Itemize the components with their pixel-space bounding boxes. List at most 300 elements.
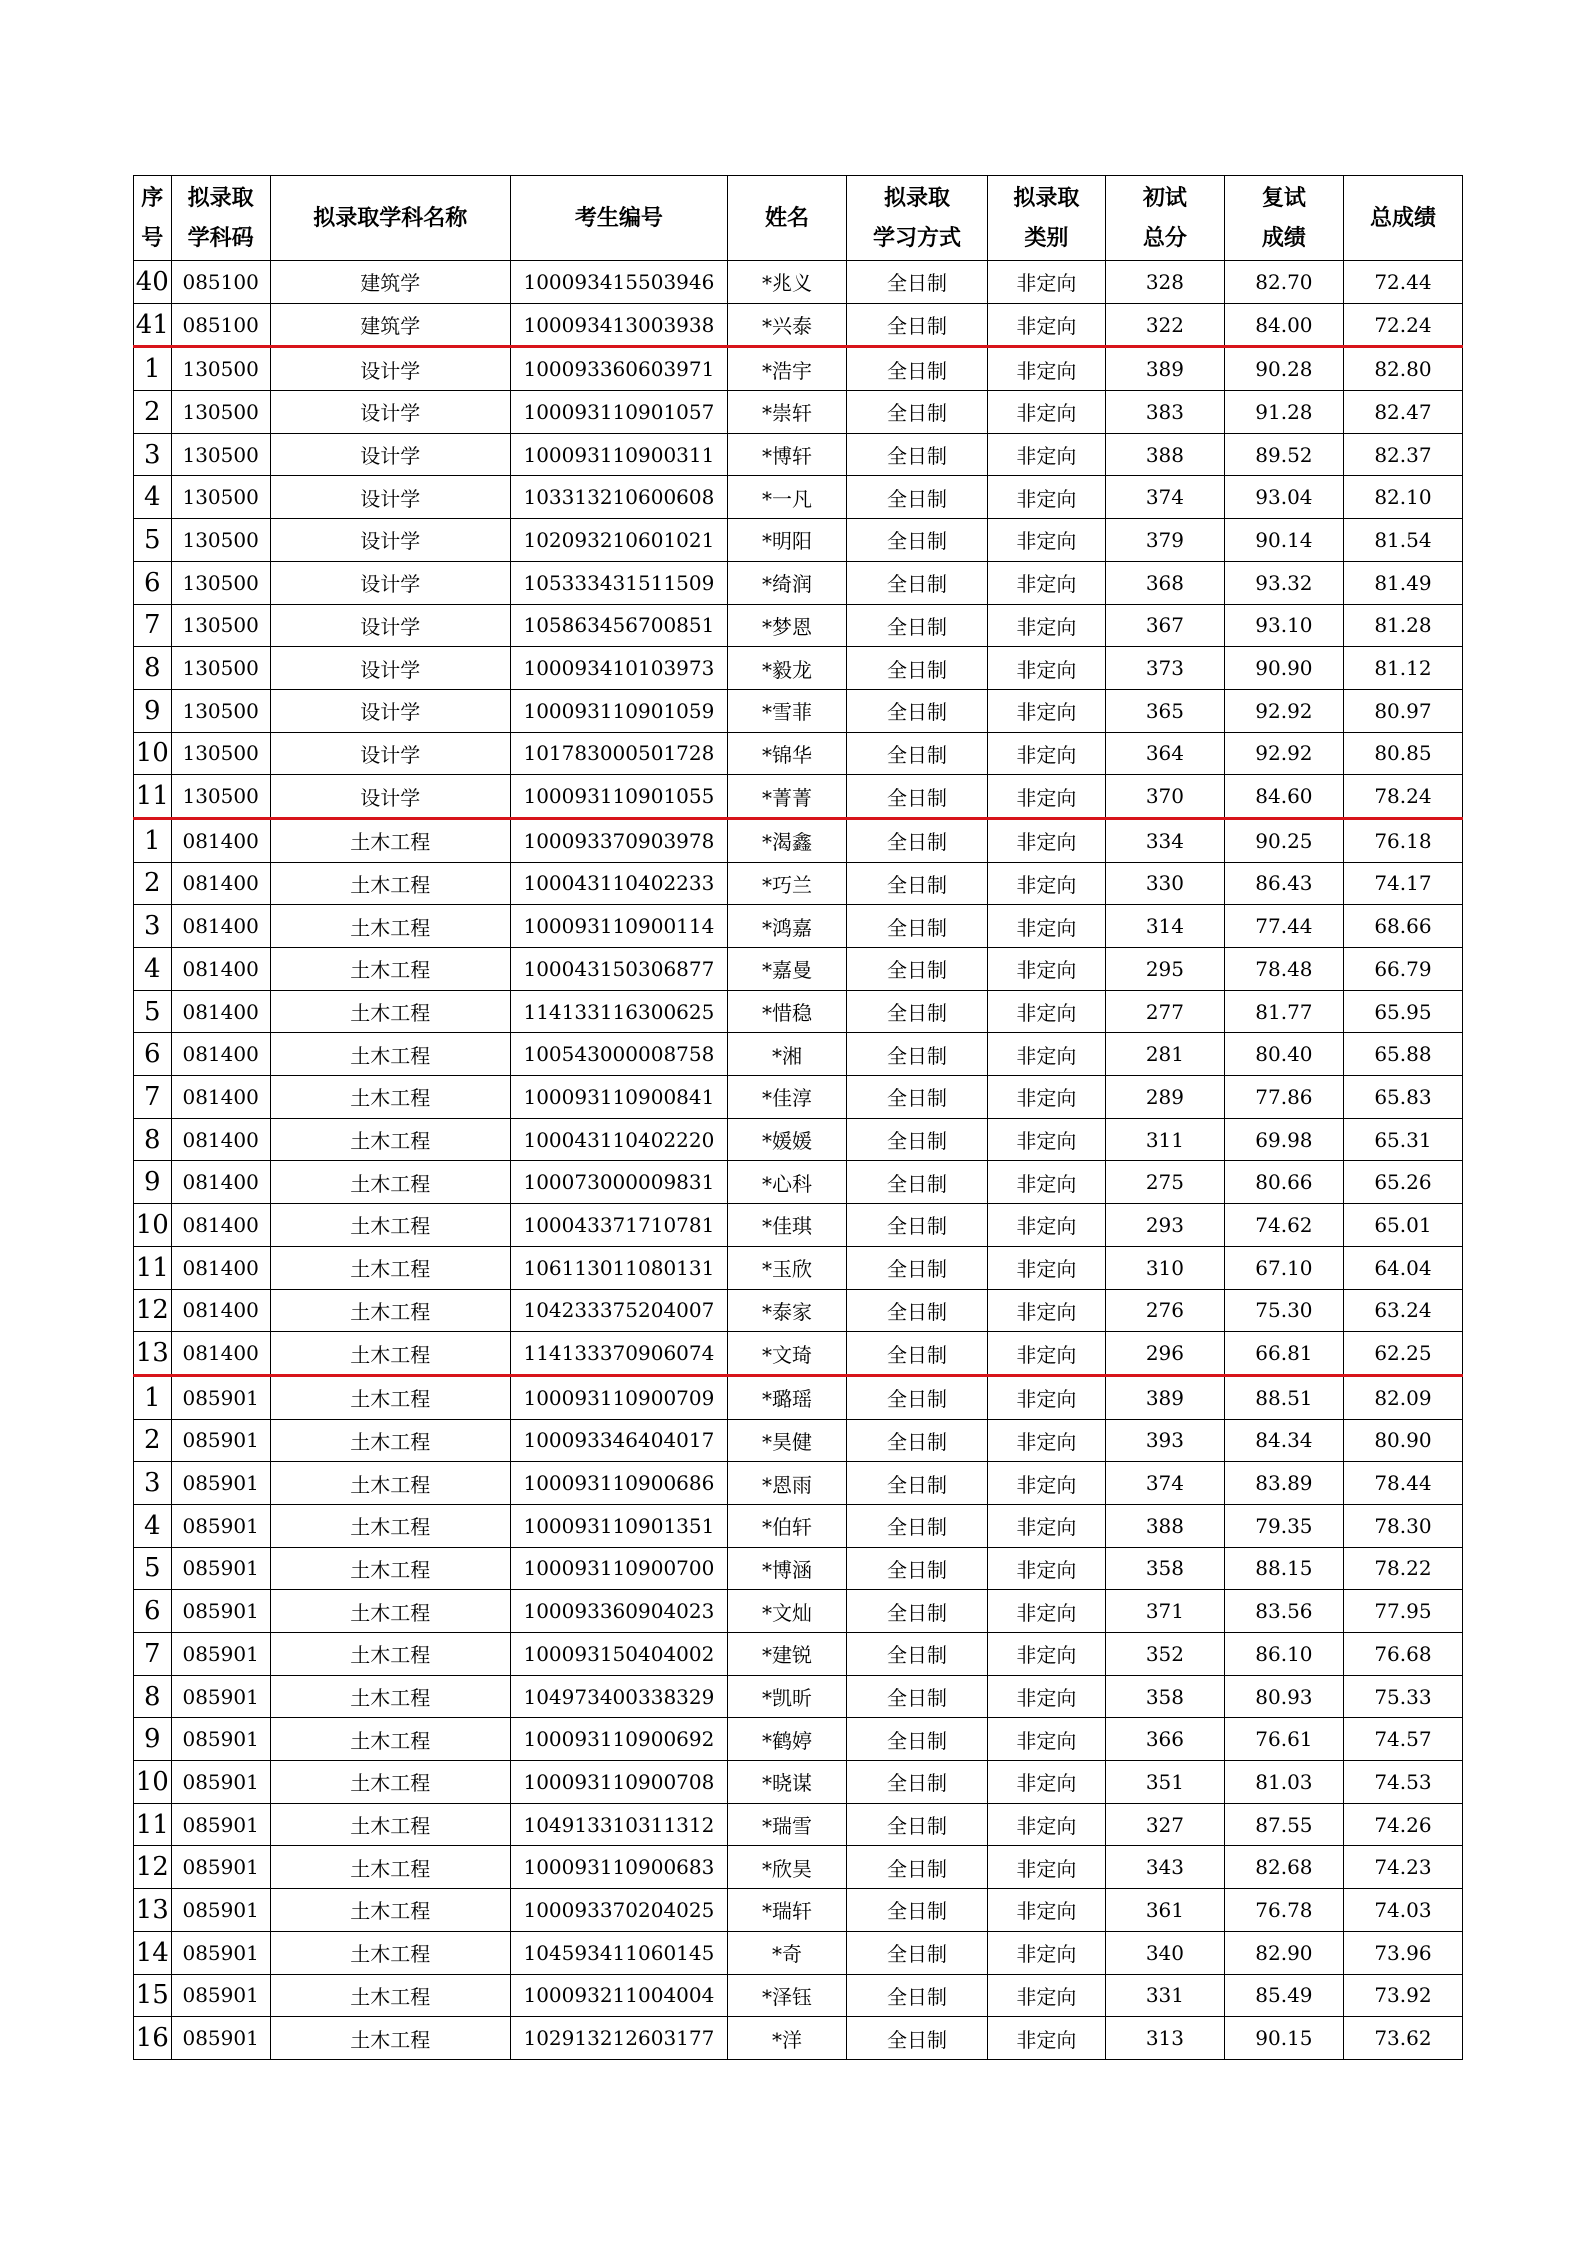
cell-name: *璐瑶 <box>728 1375 847 1419</box>
cell-seq: 10 <box>134 1204 172 1247</box>
cell-subject-code: 130500 <box>171 561 270 604</box>
cell-seq: 4 <box>134 1504 172 1547</box>
cell-seq: 9 <box>134 689 172 732</box>
cell-subject-name: 土木工程 <box>270 1118 510 1161</box>
cell-initial-total: 370 <box>1105 775 1224 819</box>
header-row <box>134 176 1463 261</box>
cell-candidate-id: 100093110900311 <box>510 433 727 476</box>
cell-candidate-id: 105333431511509 <box>510 561 727 604</box>
cell-seq: 13 <box>134 1889 172 1932</box>
cell-study-mode: 全日制 <box>847 1289 988 1332</box>
cell-subject-name: 土木工程 <box>270 1462 510 1505</box>
cell-initial-total: 310 <box>1105 1246 1224 1289</box>
cell-seq: 15 <box>134 1974 172 2017</box>
cell-seq: 40 <box>134 261 172 304</box>
cell-retest-score: 80.66 <box>1224 1161 1343 1204</box>
cell-subject-name: 设计学 <box>270 647 510 690</box>
cell-name: *瑞轩 <box>728 1889 847 1932</box>
cell-retest-score: 86.10 <box>1224 1633 1343 1676</box>
cell-retest-score: 77.86 <box>1224 1076 1343 1119</box>
table-row <box>134 1633 1463 1676</box>
cell-name: *凯昕 <box>728 1675 847 1718</box>
cell-category: 非定向 <box>987 905 1105 948</box>
cell-seq: 2 <box>134 391 172 434</box>
cell-initial-total: 352 <box>1105 1633 1224 1676</box>
table-row <box>134 775 1463 819</box>
header-line: 姓名 <box>764 205 809 231</box>
cell-initial-total: 330 <box>1105 862 1224 905</box>
cell-study-mode: 全日制 <box>847 261 988 304</box>
cell-retest-score: 74.62 <box>1224 1204 1343 1247</box>
cell-study-mode: 全日制 <box>847 1633 988 1676</box>
header-study-mode <box>847 176 988 261</box>
table-row <box>134 647 1463 690</box>
cell-retest-score: 89.52 <box>1224 433 1343 476</box>
cell-seq: 4 <box>134 476 172 519</box>
cell-seq: 11 <box>134 775 172 819</box>
header-line: 考生编号 <box>574 205 663 231</box>
cell-subject-name: 土木工程 <box>270 1761 510 1804</box>
cell-retest-score: 84.34 <box>1224 1419 1343 1462</box>
cell-candidate-id: 100043110402233 <box>510 862 727 905</box>
cell-candidate-id: 100043150306877 <box>510 948 727 991</box>
cell-subject-code: 081400 <box>171 1289 270 1332</box>
cell-subject-name: 设计学 <box>270 604 510 647</box>
cell-subject-code: 130500 <box>171 433 270 476</box>
cell-initial-total: 374 <box>1105 1462 1224 1505</box>
cell-candidate-id: 100093110900709 <box>510 1375 727 1419</box>
table-row <box>134 1462 1463 1505</box>
cell-category: 非定向 <box>987 519 1105 562</box>
cell-subject-code: 085901 <box>171 1761 270 1804</box>
cell-name: *洋 <box>728 2017 847 2060</box>
table-row <box>134 433 1463 476</box>
cell-retest-score: 66.81 <box>1224 1332 1343 1376</box>
cell-initial-total: 367 <box>1105 604 1224 647</box>
cell-seq: 5 <box>134 519 172 562</box>
cell-study-mode: 全日制 <box>847 732 988 775</box>
cell-category: 非定向 <box>987 1761 1105 1804</box>
cell-name: *泽钰 <box>728 1974 847 2017</box>
cell-total-score: 63.24 <box>1343 1289 1462 1332</box>
cell-subject-name: 土木工程 <box>270 1675 510 1718</box>
cell-subject-name: 土木工程 <box>270 1033 510 1076</box>
cell-subject-code: 081400 <box>171 948 270 991</box>
cell-subject-name: 设计学 <box>270 561 510 604</box>
cell-seq: 6 <box>134 561 172 604</box>
cell-name: *巧兰 <box>728 862 847 905</box>
cell-total-score: 81.28 <box>1343 604 1462 647</box>
cell-subject-code: 081400 <box>171 1033 270 1076</box>
cell-name: *佳琪 <box>728 1204 847 1247</box>
table-row <box>134 1246 1463 1289</box>
cell-initial-total: 343 <box>1105 1846 1224 1889</box>
cell-initial-total: 358 <box>1105 1675 1224 1718</box>
cell-candidate-id: 100043110402220 <box>510 1118 727 1161</box>
cell-seq: 11 <box>134 1803 172 1846</box>
cell-total-score: 65.31 <box>1343 1118 1462 1161</box>
cell-seq: 5 <box>134 990 172 1033</box>
cell-category: 非定向 <box>987 303 1105 347</box>
cell-name: *浩宇 <box>728 347 847 391</box>
cell-name: *恩雨 <box>728 1462 847 1505</box>
cell-name: *昊健 <box>728 1419 847 1462</box>
cell-study-mode: 全日制 <box>847 1504 988 1547</box>
header-line: 拟录取 <box>187 185 254 211</box>
table-row <box>134 1931 1463 1974</box>
table-row <box>134 1504 1463 1547</box>
cell-initial-total: 275 <box>1105 1161 1224 1204</box>
cell-study-mode: 全日制 <box>847 1332 988 1376</box>
cell-subject-name: 土木工程 <box>270 1590 510 1633</box>
cell-retest-score: 77.44 <box>1224 905 1343 948</box>
cell-category: 非定向 <box>987 818 1105 862</box>
table-row <box>134 519 1463 562</box>
cell-category: 非定向 <box>987 1033 1105 1076</box>
cell-total-score: 74.17 <box>1343 862 1462 905</box>
cell-category: 非定向 <box>987 1332 1105 1376</box>
cell-candidate-id: 101783000501728 <box>510 732 727 775</box>
cell-seq: 16 <box>134 2017 172 2060</box>
cell-candidate-id: 100093110900114 <box>510 905 727 948</box>
cell-initial-total: 276 <box>1105 1289 1224 1332</box>
cell-seq: 3 <box>134 433 172 476</box>
header-line: 成绩 <box>1261 225 1306 251</box>
header-line: 复试 <box>1261 185 1306 211</box>
cell-subject-code: 081400 <box>171 990 270 1033</box>
table-row <box>134 1761 1463 1804</box>
cell-study-mode: 全日制 <box>847 1161 988 1204</box>
cell-name: *文琦 <box>728 1332 847 1376</box>
cell-candidate-id: 100093110900841 <box>510 1076 727 1119</box>
table-row <box>134 818 1463 862</box>
cell-initial-total: 327 <box>1105 1803 1224 1846</box>
cell-retest-score: 81.77 <box>1224 990 1343 1033</box>
header-line: 号 <box>141 225 164 251</box>
cell-study-mode: 全日制 <box>847 689 988 732</box>
cell-subject-code: 081400 <box>171 818 270 862</box>
cell-total-score: 74.57 <box>1343 1718 1462 1761</box>
cell-category: 非定向 <box>987 433 1105 476</box>
cell-subject-name: 土木工程 <box>270 948 510 991</box>
cell-category: 非定向 <box>987 604 1105 647</box>
cell-study-mode: 全日制 <box>847 1076 988 1119</box>
header-line: 初试 <box>1142 185 1187 211</box>
cell-initial-total: 328 <box>1105 261 1224 304</box>
cell-initial-total: 371 <box>1105 1590 1224 1633</box>
cell-subject-name: 土木工程 <box>270 1633 510 1676</box>
cell-study-mode: 全日制 <box>847 1118 988 1161</box>
cell-category: 非定向 <box>987 862 1105 905</box>
cell-subject-name: 建筑学 <box>270 303 510 347</box>
cell-subject-code: 085901 <box>171 2017 270 2060</box>
cell-total-score: 65.88 <box>1343 1033 1462 1076</box>
cell-name: *渴鑫 <box>728 818 847 862</box>
cell-seq: 12 <box>134 1289 172 1332</box>
cell-total-score: 78.44 <box>1343 1462 1462 1505</box>
cell-initial-total: 340 <box>1105 1931 1224 1974</box>
table-row <box>134 561 1463 604</box>
cell-initial-total: 361 <box>1105 1889 1224 1932</box>
cell-name: *明阳 <box>728 519 847 562</box>
cell-name: *媛媛 <box>728 1118 847 1161</box>
cell-initial-total: 293 <box>1105 1204 1224 1247</box>
cell-total-score: 74.26 <box>1343 1803 1462 1846</box>
cell-candidate-id: 100093110900683 <box>510 1846 727 1889</box>
cell-subject-name: 土木工程 <box>270 1246 510 1289</box>
cell-name: *惜稳 <box>728 990 847 1033</box>
cell-retest-score: 81.03 <box>1224 1761 1343 1804</box>
cell-candidate-id: 100093110900692 <box>510 1718 727 1761</box>
table-row <box>134 1419 1463 1462</box>
cell-seq: 8 <box>134 1675 172 1718</box>
cell-name: *锦华 <box>728 732 847 775</box>
table-row <box>134 1033 1463 1076</box>
cell-category: 非定向 <box>987 347 1105 391</box>
cell-candidate-id: 100543000008758 <box>510 1033 727 1076</box>
cell-study-mode: 全日制 <box>847 862 988 905</box>
table-row <box>134 1803 1463 1846</box>
cell-retest-score: 90.14 <box>1224 519 1343 562</box>
cell-total-score: 78.30 <box>1343 1504 1462 1547</box>
cell-candidate-id: 104233375204007 <box>510 1289 727 1332</box>
cell-retest-score: 90.15 <box>1224 2017 1343 2060</box>
cell-retest-score: 82.68 <box>1224 1846 1343 1889</box>
cell-initial-total: 295 <box>1105 948 1224 991</box>
cell-category: 非定向 <box>987 1718 1105 1761</box>
cell-total-score: 77.95 <box>1343 1590 1462 1633</box>
cell-candidate-id: 100093346404017 <box>510 1419 727 1462</box>
cell-subject-name: 设计学 <box>270 476 510 519</box>
cell-study-mode: 全日制 <box>847 1974 988 2017</box>
cell-subject-code: 081400 <box>171 1161 270 1204</box>
cell-initial-total: 334 <box>1105 818 1224 862</box>
cell-candidate-id: 100093110901055 <box>510 775 727 819</box>
table-row <box>134 862 1463 905</box>
table-row <box>134 476 1463 519</box>
cell-initial-total: 311 <box>1105 1118 1224 1161</box>
cell-total-score: 72.24 <box>1343 303 1462 347</box>
cell-candidate-id: 100093370204025 <box>510 1889 727 1932</box>
cell-total-score: 74.03 <box>1343 1889 1462 1932</box>
header-line: 学习方式 <box>872 225 961 251</box>
cell-category: 非定向 <box>987 476 1105 519</box>
cell-name: *梦恩 <box>728 604 847 647</box>
cell-total-score: 81.49 <box>1343 561 1462 604</box>
cell-category: 非定向 <box>987 990 1105 1033</box>
cell-retest-score: 90.90 <box>1224 647 1343 690</box>
table-row <box>134 1161 1463 1204</box>
cell-subject-name: 土木工程 <box>270 1974 510 2017</box>
header-line: 拟录取 <box>883 185 950 211</box>
cell-candidate-id: 104973400338329 <box>510 1675 727 1718</box>
header-line: 拟录取学科名称 <box>313 205 468 231</box>
table-header <box>134 176 1463 261</box>
cell-initial-total: 393 <box>1105 1419 1224 1462</box>
table-row <box>134 732 1463 775</box>
table-row <box>134 604 1463 647</box>
cell-candidate-id: 100093150404002 <box>510 1633 727 1676</box>
cell-total-score: 74.53 <box>1343 1761 1462 1804</box>
cell-category: 非定向 <box>987 261 1105 304</box>
cell-seq: 10 <box>134 732 172 775</box>
cell-total-score: 76.68 <box>1343 1633 1462 1676</box>
cell-category: 非定向 <box>987 1076 1105 1119</box>
cell-subject-code: 085901 <box>171 1803 270 1846</box>
table-row <box>134 2017 1463 2060</box>
cell-seq: 14 <box>134 1931 172 1974</box>
cell-category: 非定向 <box>987 1846 1105 1889</box>
cell-seq: 8 <box>134 647 172 690</box>
cell-subject-name: 土木工程 <box>270 1846 510 1889</box>
cell-retest-score: 82.90 <box>1224 1931 1343 1974</box>
cell-category: 非定向 <box>987 775 1105 819</box>
cell-category: 非定向 <box>987 1931 1105 1974</box>
header-total-score <box>1343 176 1462 261</box>
cell-category: 非定向 <box>987 1803 1105 1846</box>
cell-name: *湘 <box>728 1033 847 1076</box>
cell-retest-score: 83.56 <box>1224 1590 1343 1633</box>
cell-subject-code: 081400 <box>171 1118 270 1161</box>
cell-total-score: 73.62 <box>1343 2017 1462 2060</box>
cell-initial-total: 368 <box>1105 561 1224 604</box>
table-row <box>134 689 1463 732</box>
cell-retest-score: 80.40 <box>1224 1033 1343 1076</box>
cell-seq: 3 <box>134 905 172 948</box>
cell-retest-score: 86.43 <box>1224 862 1343 905</box>
cell-retest-score: 93.10 <box>1224 604 1343 647</box>
cell-initial-total: 281 <box>1105 1033 1224 1076</box>
cell-subject-code: 085901 <box>171 1375 270 1419</box>
cell-name: *泰家 <box>728 1289 847 1332</box>
cell-study-mode: 全日制 <box>847 1590 988 1633</box>
cell-total-score: 82.37 <box>1343 433 1462 476</box>
cell-category: 非定向 <box>987 1974 1105 2017</box>
cell-initial-total: 383 <box>1105 391 1224 434</box>
cell-seq: 2 <box>134 862 172 905</box>
cell-category: 非定向 <box>987 1675 1105 1718</box>
cell-retest-score: 84.00 <box>1224 303 1343 347</box>
cell-total-score: 75.33 <box>1343 1675 1462 1718</box>
cell-name: *菁菁 <box>728 775 847 819</box>
cell-total-score: 80.85 <box>1343 732 1462 775</box>
cell-seq: 11 <box>134 1246 172 1289</box>
cell-total-score: 82.47 <box>1343 391 1462 434</box>
cell-initial-total: 388 <box>1105 433 1224 476</box>
cell-seq: 12 <box>134 1846 172 1889</box>
cell-study-mode: 全日制 <box>847 1675 988 1718</box>
table-row <box>134 1076 1463 1119</box>
cell-study-mode: 全日制 <box>847 519 988 562</box>
cell-study-mode: 全日制 <box>847 1803 988 1846</box>
cell-candidate-id: 100043371710781 <box>510 1204 727 1247</box>
cell-subject-name: 设计学 <box>270 391 510 434</box>
cell-seq: 1 <box>134 347 172 391</box>
cell-subject-name: 土木工程 <box>270 1204 510 1247</box>
cell-total-score: 66.79 <box>1343 948 1462 991</box>
cell-subject-code: 085901 <box>171 1718 270 1761</box>
cell-initial-total: 351 <box>1105 1761 1224 1804</box>
header-line: 学科码 <box>187 225 254 251</box>
cell-subject-name: 土木工程 <box>270 818 510 862</box>
cell-seq: 6 <box>134 1033 172 1076</box>
header-line: 序 <box>141 185 164 211</box>
cell-candidate-id: 106113011080131 <box>510 1246 727 1289</box>
cell-total-score: 62.25 <box>1343 1332 1462 1376</box>
cell-candidate-id: 100093413003938 <box>510 303 727 347</box>
cell-seq: 4 <box>134 948 172 991</box>
cell-total-score: 76.18 <box>1343 818 1462 862</box>
cell-category: 非定向 <box>987 1161 1105 1204</box>
cell-candidate-id: 100093110900708 <box>510 1761 727 1804</box>
header-candidate-id <box>510 176 727 261</box>
cell-subject-name: 设计学 <box>270 775 510 819</box>
cell-total-score: 68.66 <box>1343 905 1462 948</box>
cell-category: 非定向 <box>987 1419 1105 1462</box>
cell-candidate-id: 100093415503946 <box>510 261 727 304</box>
cell-retest-score: 75.30 <box>1224 1289 1343 1332</box>
cell-subject-name: 设计学 <box>270 433 510 476</box>
cell-study-mode: 全日制 <box>847 476 988 519</box>
cell-candidate-id: 104913310311312 <box>510 1803 727 1846</box>
cell-subject-code: 085901 <box>171 1419 270 1462</box>
cell-category: 非定向 <box>987 1375 1105 1419</box>
cell-study-mode: 全日制 <box>847 948 988 991</box>
cell-subject-code: 130500 <box>171 689 270 732</box>
cell-subject-name: 设计学 <box>270 347 510 391</box>
cell-study-mode: 全日制 <box>847 1547 988 1590</box>
cell-subject-code: 130500 <box>171 391 270 434</box>
cell-total-score: 72.44 <box>1343 261 1462 304</box>
cell-name: *玉欣 <box>728 1246 847 1289</box>
cell-total-score: 65.26 <box>1343 1161 1462 1204</box>
cell-initial-total: 364 <box>1105 732 1224 775</box>
cell-subject-code: 081400 <box>171 1204 270 1247</box>
cell-name: *博轩 <box>728 433 847 476</box>
cell-category: 非定向 <box>987 1462 1105 1505</box>
header-retest-score <box>1224 176 1343 261</box>
cell-retest-score: 79.35 <box>1224 1504 1343 1547</box>
cell-subject-code: 085901 <box>171 1462 270 1505</box>
table-row <box>134 1675 1463 1718</box>
cell-seq: 7 <box>134 1076 172 1119</box>
table-row <box>134 948 1463 991</box>
cell-total-score: 82.10 <box>1343 476 1462 519</box>
cell-subject-code: 085901 <box>171 1889 270 1932</box>
cell-retest-score: 88.15 <box>1224 1547 1343 1590</box>
cell-name: *佳淳 <box>728 1076 847 1119</box>
table-row <box>134 1375 1463 1419</box>
cell-subject-code: 081400 <box>171 862 270 905</box>
cell-retest-score: 78.48 <box>1224 948 1343 991</box>
cell-subject-code: 085901 <box>171 1590 270 1633</box>
cell-study-mode: 全日制 <box>847 1889 988 1932</box>
cell-initial-total: 389 <box>1105 1375 1224 1419</box>
cell-category: 非定向 <box>987 2017 1105 2060</box>
cell-name: *毅龙 <box>728 647 847 690</box>
table-body <box>134 261 1463 2060</box>
cell-subject-name: 设计学 <box>270 689 510 732</box>
cell-name: *兴泰 <box>728 303 847 347</box>
cell-seq: 9 <box>134 1161 172 1204</box>
cell-initial-total: 314 <box>1105 905 1224 948</box>
cell-subject-name: 土木工程 <box>270 1289 510 1332</box>
cell-total-score: 73.96 <box>1343 1931 1462 1974</box>
cell-seq: 10 <box>134 1761 172 1804</box>
table-row <box>134 1590 1463 1633</box>
cell-subject-name: 土木工程 <box>270 990 510 1033</box>
cell-initial-total: 366 <box>1105 1718 1224 1761</box>
